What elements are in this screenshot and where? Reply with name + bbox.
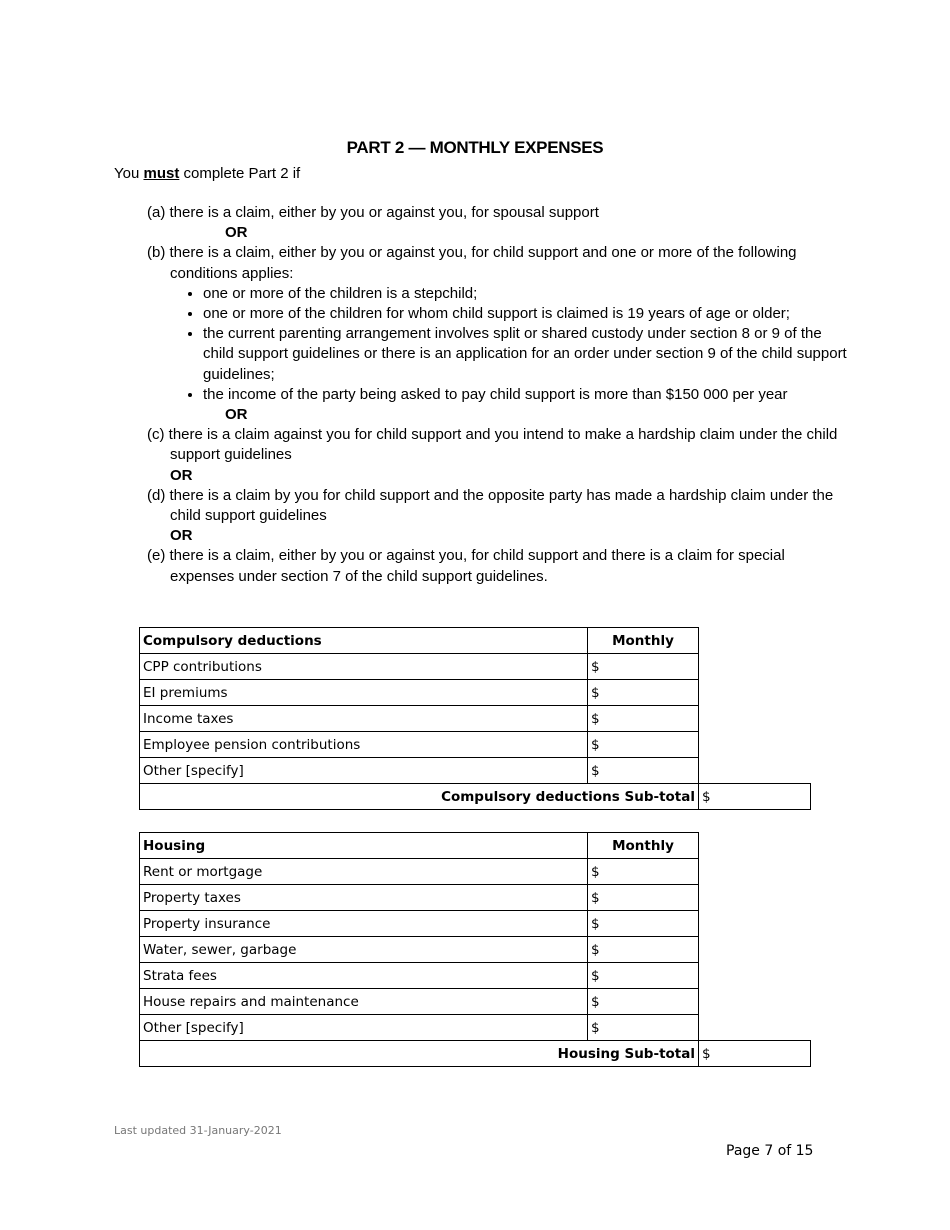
condition-c: (c) there is a claim against you for child support and you intend to make a hardship claim under the child support guidelines <box>147 426 838 464</box>
table-row <box>140 885 811 911</box>
row-label: Strata fees <box>140 963 588 989</box>
intro-text <box>114 165 300 182</box>
row-label: Rent or mortgage <box>140 859 588 885</box>
table-row <box>140 758 811 784</box>
row-label: Property taxes <box>140 885 588 911</box>
row-label: EI premiums <box>140 680 588 706</box>
page-title: PART 2 — MONTHLY EXPENSES <box>346 138 604 157</box>
amount-field[interactable]: $ <box>588 963 699 989</box>
or-label: OR <box>170 527 193 545</box>
table-row <box>140 989 811 1015</box>
table-row <box>140 732 811 758</box>
or-label: OR <box>225 406 248 424</box>
column-header-monthly: Monthly <box>588 628 699 654</box>
amount-field[interactable]: $ <box>588 989 699 1015</box>
row-label: Other [specify] <box>140 758 588 784</box>
amount-field[interactable]: $ <box>588 911 699 937</box>
amount-field[interactable]: $ <box>588 758 699 784</box>
or-label: OR <box>225 224 248 242</box>
amount-field[interactable]: $ <box>588 859 699 885</box>
table-row <box>140 963 811 989</box>
subtotal-field[interactable]: $ <box>699 1041 811 1067</box>
condition-b: (b) there is a claim, either by you or against you, for child support and one or more of the following conditions applies: <box>147 244 797 282</box>
page-number: Page 7 of 15 <box>726 1143 814 1159</box>
or-label: OR <box>170 466 193 484</box>
subtotal-label: Housing Sub-total <box>140 1041 699 1067</box>
table-header-row <box>140 833 811 859</box>
section-header: Compulsory deductions <box>140 628 588 654</box>
amount-field[interactable]: $ <box>588 885 699 911</box>
row-label: Income taxes <box>140 706 588 732</box>
table-header-row <box>140 628 811 654</box>
table-row <box>140 937 811 963</box>
row-label: Employee pension contributions <box>140 732 588 758</box>
bullet-item: • the income of the party being asked to pay child support is more than $150 000 per year <box>203 385 847 405</box>
amount-field[interactable]: $ <box>588 1015 699 1041</box>
condition-e: (e) there is a claim, either by you or against you, for child support and there is a claim for special expenses under section 7 of the child support guidelines. <box>147 547 785 585</box>
subtotal-field[interactable]: $ <box>699 784 811 810</box>
bullet-item: • the current parenting arrangement involves split or shared custody under section 8 or 9 of the child support guidelines or there is an application for an order under section 9 of the child support guidelines; <box>203 324 847 385</box>
subtotal-row <box>140 784 811 810</box>
condition-d: (d) there is a claim by you for child support and the opposite party has made a hardship claim under the child support guidelines <box>147 486 834 525</box>
row-label: CPP contributions <box>140 654 588 680</box>
amount-field[interactable]: $ <box>588 706 699 732</box>
row-label: House repairs and maintenance <box>140 989 588 1015</box>
condition-a: (a) there is a claim, either by you or against you, for spousal support <box>147 204 599 221</box>
last-updated: Last updated 31-January-2021 <box>114 1124 282 1137</box>
intro-post: complete Part 2 if <box>179 165 301 182</box>
section-header: Housing <box>140 833 588 859</box>
bullet-item: • one or more of the children is a stepchild; <box>203 284 847 304</box>
row-label: Other [specify] <box>140 1015 588 1041</box>
table-row <box>140 1015 811 1041</box>
subtotal-label: Compulsory deductions Sub-total <box>140 784 699 810</box>
housing-table <box>139 832 811 1067</box>
row-label: Property insurance <box>140 911 588 937</box>
table-row <box>140 706 811 732</box>
table-row <box>140 680 811 706</box>
intro-pre: You <box>114 165 144 182</box>
intro-emphasis: must <box>143 165 180 182</box>
compulsory-deductions-table <box>139 627 811 810</box>
table-row <box>140 911 811 937</box>
subtotal-row <box>140 1041 811 1067</box>
amount-field[interactable]: $ <box>588 732 699 758</box>
amount-field[interactable]: $ <box>588 654 699 680</box>
conditions-list <box>147 203 847 587</box>
condition-b-bullets <box>147 284 847 405</box>
table-row <box>140 859 811 885</box>
row-label: Water, sewer, garbage <box>140 937 588 963</box>
amount-field[interactable]: $ <box>588 937 699 963</box>
table-row <box>140 654 811 680</box>
column-header-monthly: Monthly <box>588 833 699 859</box>
amount-field[interactable]: $ <box>588 680 699 706</box>
bullet-item: • one or more of the children for whom child support is claimed is 19 years of age or older; <box>203 304 847 324</box>
